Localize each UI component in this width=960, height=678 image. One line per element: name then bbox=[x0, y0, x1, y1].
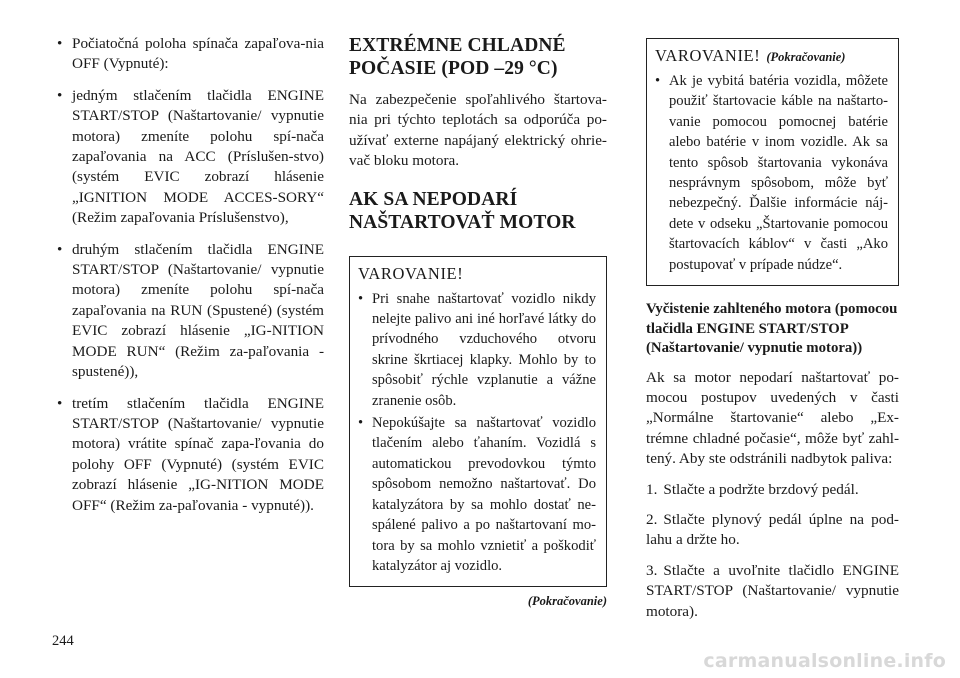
section-heading-engine-fails: AK SA NEPODARÍ NAŠTARTOVAŤ MOTOR bbox=[349, 188, 576, 233]
ignition-steps-list bbox=[52, 34, 324, 516]
warning-continued-label: (Pokračovanie) bbox=[766, 50, 846, 64]
list-item: • Pri snahe naštartovať vozidlo nikdy nelejte palivo ani iné horľavé látky do prívodného vzduchového otvoru skrine škrtiacej klapky. Mohlo by to spôsobiť rýchle vzplanutie a vážne zranenie osôb. bbox=[358, 290, 596, 409]
step-item: 3. Stlačte a uvoľnite tlačidlo ENGINE START/STOP (Naštartovanie/ vypnutie motora). bbox=[646, 561, 899, 620]
list-item: • jedným stlačením tlačidla ENGINE START/STOP (Naštartovanie/ vypnutie motora) zmeníte polohu spí-nača zapaľovania na ACC (Príslušen-stvo) (systém EVIC zobrazí hlásenie „IGNITION MODE ACCES-SORY“ (Režim zapaľovania Príslušenstvo), bbox=[57, 86, 324, 227]
list-item-text: Počiatočná poloha spínača zapaľova-nia OFF (Vypnuté): bbox=[72, 35, 324, 73]
continued-note: (Pokračovanie) bbox=[527, 594, 607, 609]
watermark-text: carmanualsonline.info bbox=[703, 650, 946, 672]
column-right bbox=[646, 38, 899, 622]
list-item: • tretím stlačením tlačidla ENGINE START/STOP (Naštartovanie/ vypnutie motora) vrátite spínač zapa-ľovania do polohy OFF (Vypnuté) (systém EVIC zobrazí hlásenie „IG-NITION MODE OFF“ (Režim za-paľovania - vypnuté)). bbox=[57, 394, 324, 514]
list-item: • Nepokúšajte sa naštartovať vozidlo tlačením alebo ťahaním. Vozidlá s automatickou prevodovkou týmto spôsobom nemožno naštartovať. Do katalyzátora by sa mohlo dostať ne-spálené palivo a po naštartovaní mo-tora by sa mohlo vznietiť a poškodiť katalyzátor aj vozidlo. bbox=[358, 415, 596, 574]
subheading-flooded-engine: Vyčistenie zahlteného motora (pomocou tlačidla ENGINE START/STOP (Naštartovanie/ vypnutie motora)) bbox=[646, 301, 898, 357]
list-item-text: druhým stlačením tlačidla ENGINE START/STOP (Naštartovanie/ vypnutie motora) zmeníte polohu spí-nača zapaľovania na RUN (Spustené) (systém EVIC zobrazí hlásenie „IG-NITION MODE RUN“ (Režim za-paľovania - spustené)), bbox=[72, 240, 324, 381]
warning-title: VAROVANIE! bbox=[358, 263, 464, 283]
step-item: 2. Stlačte plynový pedál úplne na pod-lahu a držte ho. bbox=[646, 511, 899, 549]
warning-item-text: Pri snahe naštartovať vozidlo nikdy nelejte palivo ani iné horľavé látky do prívodného vzduchového otvoru skrine škrtiacej klapky. Mohlo by to spôsobiť rýchle vzplanutie a vážne zranenie osôb. bbox=[372, 290, 596, 409]
list-item-text: jedným stlačením tlačidla ENGINE START/STOP (Naštartovanie/ vypnutie motora) zmeníte polohu spí-nača zapaľovania na ACC (Príslušen-stvo) (systém EVIC zobrazí hlásenie „IGNITION MODE ACCES-SORY“ (Režim zapaľovania Príslušenstvo), bbox=[72, 86, 324, 227]
warning-list bbox=[358, 289, 596, 577]
warning-item-text: Nepokúšajte sa naštartovať vozidlo tlačením alebo ťahaním. Vozidlá s automatickou prevodovkou týmto spôsobom nemožno naštartovať. Do katalyzátora by sa mohlo dostať ne-spálené palivo a po naštartovaní mo-tora by sa mohlo vznietiť a poškodiť katalyzátor aj vozidlo. bbox=[372, 415, 596, 574]
warning-list bbox=[655, 71, 888, 275]
warning-title: VAROVANIE! (Pokračovanie) bbox=[655, 46, 846, 65]
step-item: 1. Stlačte a podržte brzdový pedál. bbox=[646, 480, 859, 498]
list-item: • Ak je vybitá batéria vozidla, môžete použiť štartovacie káble na naštarto-vanie pomocou pomocnej batérie alebo batérie v inom vozidle. Ak sa tento spôsob štartovania vykonáva nesprávnym spôsobom, môže byť nebezpečný. Ďalšie informácie náj-dete v odseku „Štartovanie pomocou štartovacích káblov“ v časti „Ako postupovať v prípade núdze“. bbox=[655, 73, 888, 273]
page-number: 244 bbox=[52, 633, 74, 649]
extreme-cold-paragraph: Na zabezpečenie spoľahlivého štartova-nia pri týchto teplotách sa odporúča po-užívať externe napájaný elektrický ohrie-vač bloku motora. bbox=[349, 91, 607, 170]
list-item: • Počiatočná poloha spínača zapaľova-nia OFF (Vypnuté): bbox=[57, 35, 324, 73]
section-heading-extreme-cold: EXTRÉMNE CHLADNÉ POČASIE (POD –29 °C) bbox=[349, 35, 566, 79]
list-item: • druhým stlačením tlačidla ENGINE START/STOP (Naštartovanie/ vypnutie motora) zmeníte polohu spí-nača zapaľovania na RUN (Spustené) (systém EVIC zobrazí hlásenie „IG-NITION MODE RUN“ (Režim za-paľovania - spustené)), bbox=[57, 240, 324, 381]
warning-box bbox=[349, 256, 607, 588]
warning-item-text: Ak je vybitá batéria vozidla, môžete použiť štartovacie káble na naštarto-vanie pomocou pomocnej batérie alebo batérie v inom vozidle. Ak sa tento spôsob štartovania vykonáva nesprávnym spôsobom, môže byť nebezpečný. Ďalšie informácie náj-dete v odseku „Štartovanie pomocou štartovacích káblov“ v časti „Ako postupovať v prípade núdze“. bbox=[669, 73, 888, 273]
flooded-engine-paragraph: Ak sa motor nepodarí naštartovať po-mocou postupov uvedených v časti „Normálne štartovanie“ alebo „Ex-trémne chladné počasie“, môže byť zahl-tený. Aby ste odstránili nadbytok paliva: bbox=[646, 368, 899, 468]
column-middle bbox=[349, 34, 607, 609]
column-left bbox=[52, 34, 324, 527]
warning-box-continued bbox=[646, 38, 899, 286]
list-item-text: tretím stlačením tlačidla ENGINE START/STOP (Naštartovanie/ vypnutie motora) vrátite spínač zapa-ľovania do polohy OFF (Vypnuté) (systém EVIC zobrazí hlásenie „IG-NITION MODE OFF“ (Režim za-paľovania - vypnuté)). bbox=[72, 394, 324, 514]
